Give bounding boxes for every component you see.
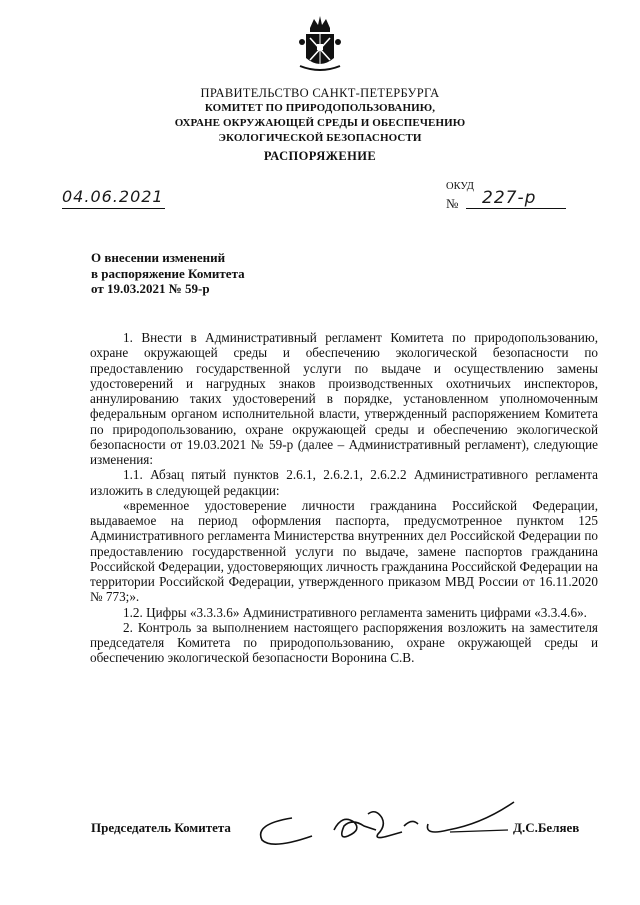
signatory-position: Председатель Комитета [91, 820, 231, 835]
st-petersburg-coat-of-arms-icon [296, 14, 344, 76]
okud-label: ОКУД [446, 181, 474, 192]
document-number: 227-р [482, 188, 537, 208]
number-underline [466, 208, 566, 209]
date-underline [62, 208, 165, 209]
subject-line: в распоряжение Комитета [91, 265, 245, 281]
subject-line: О внесении изменений [91, 250, 226, 265]
government-title: ПРАВИТЕЛЬСТВО САНКТ-ПЕТЕРБУРГА [200, 86, 440, 100]
signatory-name: Д.С.Беляев [513, 820, 580, 835]
document-date: 04.06.2021 [62, 187, 164, 206]
paragraph-1-2: 1.2. Цифры «3.3.3.6» Административного регламента заменить цифрами «3.3.4.6». [123, 604, 587, 620]
paragraph-1-1: 1.1. Абзац пятый пунктов 2.6.1, 2.6.2.1, 2.6.2.2 Административного регламента изложить в следующей редакции: [90, 467, 598, 498]
committee-line-1: КОМИТЕТ ПО ПРИРОДОПОЛЬЗОВАНИЮ, [204, 102, 436, 114]
document-body [90, 330, 598, 666]
paragraph-1: 1. Внести в Административный регламент Комитета по природопользованию, охране окружающей среды и обеспечению экологической безопасности по предоставлению государственной услуги по выдаче и осуществлению замены удостоверений и нагрудных знаков производственных охотничьих инспекторов, аннулированию таких удостоверений в порядке, установленном уполномоченным федеральным органом исполнительной власти, утвержденный распоряжением Комитета по природопользованию, охране окружающей среды и обеспечению экологической безопасности от 19.03.2021 № 59-р (далее – Административный регламент), следующие изменения: [90, 330, 598, 467]
subject-line: от 19.03.2021 № 59-р [91, 281, 210, 296]
handwritten-signature-icon [252, 796, 522, 848]
number-sign: № [446, 196, 459, 211]
paragraph-quote: «временное удостоверение личности гражданина Российской Федерации, выдаваемое на период оформления паспорта, предусмотренное пунктом 125 Административного регламента Министерства внутренних дел Российской Федерации по предоставлению государственной услуги по выдаче, замене паспортов гражданина Российской Федерации, удостоверяющих личность гражданина Российской Федерации на территории Российской Федерации, утвержденного приказом МВД России от 16.11.2020 № 773;». [90, 497, 599, 605]
paragraph-2: 2. Контроль за выполнением настоящего распоряжения возложить на заместителя председателя Комитета по природопользованию, охране окружающей среды и обеспечению экологической безопасности Воронина С.В. [90, 619, 598, 666]
committee-line-3: ЭКОЛОГИЧЕСКОЙ БЕЗОПАСНОСТИ [218, 132, 422, 144]
committee-line-2: ОХРАНЕ ОКРУЖАЮЩЕЙ СРЕДЫ И ОБЕСПЕЧЕНИЮ [174, 117, 466, 129]
subject-block [91, 250, 245, 297]
document-type: РАСПОРЯЖЕНИЕ [263, 149, 377, 163]
